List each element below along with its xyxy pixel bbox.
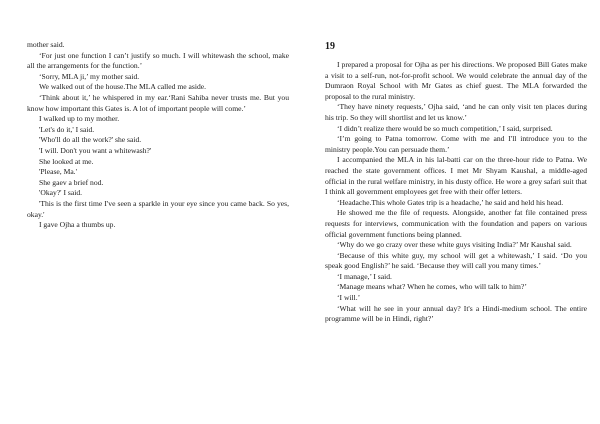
left-paragraph-1: mother said.: [27, 40, 65, 49]
left-paragraph-3: ‘Sorry, MLA ji,’ my mother said.: [39, 71, 140, 81]
left-paragraph-4: We walked out of the house.The MLA called me aside.: [39, 82, 207, 92]
left-paragraph-14: 'This is the first time I've seen a sparkle in your eye since you came back. So yes, okay.': [27, 198, 289, 219]
right-paragraph-6: ‘Headache.This whole Gates trip is a headache,’ he said and held his head.: [337, 197, 564, 207]
left-paragraph-13: 'Okay?' I said.: [39, 188, 83, 198]
left-paragraph-10: She looked at me.: [39, 156, 94, 166]
left-paragraph-5: ‘Think about it,’ he whispered in my ear.‘Rani Sahiba never trusts me. But you know how important this Gates is. A lot of important people will come.’: [27, 92, 289, 113]
left-paragraph-12: She gaev a brief nod.: [39, 177, 104, 187]
left-paragraph-7: 'Let's do it,' I said.: [39, 124, 95, 134]
chapter-number: 19: [325, 41, 335, 52]
right-page-body: [325, 60, 587, 325]
right-paragraph-10: ‘I manage,’ I said.: [337, 271, 392, 281]
right-paragraph-8: ‘Why do we go crazy over these white guys visiting India?’ Mr Kaushal said.: [337, 240, 572, 250]
right-paragraph-11: ‘Manage means what? When he comes, who will talk to him?’: [337, 282, 527, 292]
right-paragraph-13: ‘What will he see in your annual day? It's a Hindi-medium school. The entire programme will be in Hindi, right?’: [325, 303, 587, 324]
right-paragraph-9: ‘Because of this white guy, my school will get a whitewash,’ I said. ‘Do you speak good English?’ he said. ‘Because they will call you many times.’: [325, 250, 587, 271]
left-page-body: [27, 40, 289, 231]
right-paragraph-12: ‘I will.’: [337, 293, 361, 303]
right-paragraph-3: ‘I didn’t realize there would be so much competition,’ I said, surprised.: [337, 123, 553, 133]
right-paragraph-5: I accompanied the MLA in his lal-batti car on the three-hour ride to Patna. We reached the state government offices. I met Mr Shyam Kaushal, a middle-aged official in the rural welfare ministry, in his dusty office. He wore a grey safari suit that I think all government employees get free with their offer letters.: [325, 155, 587, 197]
left-paragraph-2: ‘For just one function I can’t justify so much. I will whitewash the school, make all the arrangements for the function.’: [27, 50, 289, 71]
left-paragraph-15: I gave Ojha a thumbs up.: [39, 220, 116, 230]
left-paragraph-11: 'Please, Ma.': [39, 167, 77, 177]
left-paragraph-6: I walked up to my mother.: [39, 114, 120, 124]
right-paragraph-2: ‘They have ninety requests,’ Ojha said, ‘and he can only visit ten places during his trip. So they will shortlist and let us know.’: [325, 102, 587, 122]
right-paragraph-1: I prepared a proposal for Ojha as per his directions. We proposed Bill Gates make a visit to a self-run, not-for-profit school. We would celebrate the annual day of the Dumraon Royal School with Mr Gates as chief guest. The MLA forwarded the proposal to the rural ministry.: [325, 60, 587, 101]
left-paragraph-9: 'I will. Don't you want a whitewash?': [39, 145, 152, 155]
right-paragraph-7: He showed me the file of requests. Alongside, another fat file contained press requests for interviews, communication with the foundation and papers on various official government functions being planned.: [325, 208, 587, 239]
left-paragraph-8: 'Who'll do all the work?' she said.: [39, 135, 142, 145]
right-page: [300, 0, 600, 424]
right-paragraph-4: ‘I’m going to Patna tomorrow. Come with me and I'll introduce you to the ministry people.You can persuade them.’: [325, 134, 587, 154]
